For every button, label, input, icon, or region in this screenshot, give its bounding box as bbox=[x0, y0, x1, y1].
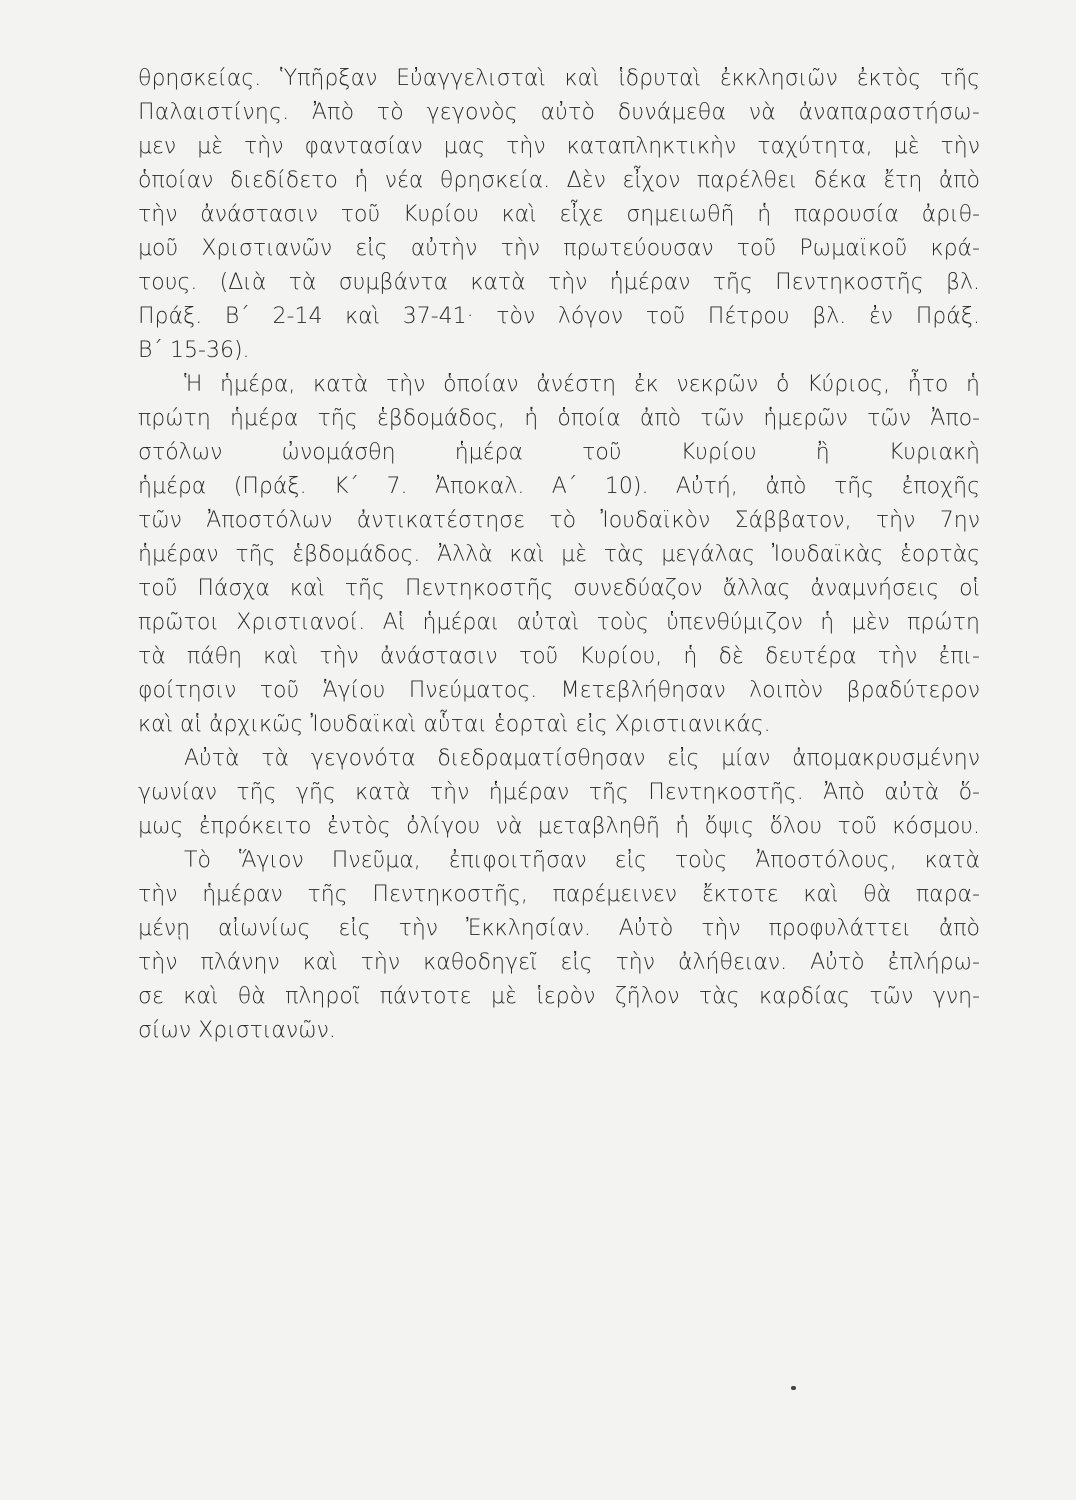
text-line: φοίτησιν τοῦ Ἁγίου Πνεύματος. Μετεβλήθησαν λοιπὸν βραδύτερον bbox=[138, 678, 980, 703]
text-line: τους. (Διὰ τὰ συμβάντα κατὰ τὴν ἡμέραν τῆς Πεντηκοστῆς βλ. bbox=[138, 270, 980, 295]
text-line: ὁποίαν διεδίδετο ἡ νέα θρησκεία. Δὲν εἶχον παρέλθει δέκα ἔτη ἀπὸ bbox=[138, 168, 980, 193]
text-line: γωνίαν τῆς γῆς κατὰ τὴν ἡμέραν τῆς Πεντηκοστῆς. Ἀπὸ αὐτὰ ὅ- bbox=[138, 780, 980, 805]
text-line: μως ἐπρόκειτο ἐντὸς ὀλίγου νὰ μεταβληθῆ ἡ ὄψις ὅλου τοῦ κόσμου. bbox=[138, 814, 980, 839]
text-line: ἡμέραν τῆς ἑβδομάδος. Ἀλλὰ καὶ μὲ τὰς μεγάλας Ἰουδαϊκὰς ἑορτὰς bbox=[138, 542, 980, 567]
text-line: μένῃ αἰωνίως εἰς τὴν Ἐκκλησίαν. Αὐτὸ τὴν προφυλάττει ἀπὸ bbox=[138, 916, 980, 941]
text-line: στόλων ὠνομάσθη ἡμέρα τοῦ Κυρίου ἢ Κυριακὴ bbox=[138, 440, 980, 465]
text-line: τῶν Ἀποστόλων ἀντικατέστησε τὸ Ἰουδαϊκὸν Σάββατον, τὴν 7ην bbox=[138, 508, 980, 533]
text-line: πρώτη ἡμέρα τῆς ἑβδομάδος, ἡ ὁποία ἀπὸ τῶν ἡμερῶν τῶν Ἀπο- bbox=[138, 406, 980, 431]
text-line: τοῦ Πάσχα καὶ τῆς Πεντηκοστῆς συνεδύαζον ἄλλας ἀναμνήσεις οἱ bbox=[138, 576, 980, 601]
text-line: θρησκείας. Ὑπῆρξαν Εὐαγγελισταὶ καὶ ἱδρυταὶ ἐκκλησιῶν ἐκτὸς τῆς bbox=[138, 66, 980, 91]
text-line: πρῶτοι Χριστιανοί. Αἱ ἡμέραι αὐταὶ τοὺς ὑπενθύμιζον ἡ μὲν πρώτη bbox=[138, 610, 980, 635]
text-line: τὴν ἡμέραν τῆς Πεντηκοστῆς, παρέμεινεν ἔκτοτε καὶ θὰ παρα- bbox=[138, 882, 980, 907]
text-line: σίων Χριστιανῶν. bbox=[138, 1018, 336, 1043]
text-line: Πράξ. Β΄ 2-14 καὶ 37-41· τὸν λόγον τοῦ Πέτρου βλ. ἐν Πράξ. bbox=[138, 304, 980, 329]
paragraph-start-line: Ἡ ἡμέρα, κατὰ τὴν ὁποίαν ἀνέστη ἐκ νεκρῶν ὁ Κύριος, ἦτο ἡ bbox=[184, 372, 980, 397]
text-line: καὶ αἱ ἀρχικῶς Ἰουδαϊκαὶ αὗται ἑορταὶ εἰς Χριστιανικάς. bbox=[138, 712, 771, 737]
text-line: τὴν ἀνάστασιν τοῦ Κυρίου καὶ εἶχε σημειωθῆ ἡ παρουσία ἀριθ- bbox=[138, 202, 980, 227]
ink-speck bbox=[791, 1386, 796, 1390]
text-line: τὴν πλάνην καὶ τὴν καθοδηγεῖ εἰς τὴν ἀλήθειαν. Αὐτὸ ἐπλήρω- bbox=[138, 950, 980, 975]
text-line: μεν μὲ τὴν φαντασίαν μας τὴν καταπληκτικὴν ταχύτητα, μὲ τὴν bbox=[138, 134, 980, 159]
text-line: Παλαιστίνης. Ἀπὸ τὸ γεγονὸς αὐτὸ δυνάμεθα νὰ ἀναπαραστήσω- bbox=[138, 100, 980, 125]
text-line: μοῦ Χριστιανῶν εἰς αὐτὴν τὴν πρωτεύουσαν τοῦ Ρωμαϊκοῦ κρά- bbox=[138, 236, 980, 261]
text-line: Β΄ 15-36). bbox=[138, 338, 250, 363]
text-line: ἡμέρα (Πράξ. Κ΄ 7. Ἀποκαλ. Α΄ 10). Αὐτή, ἀπὸ τῆς ἐποχῆς bbox=[138, 474, 980, 499]
text-line: σε καὶ θὰ πληροῖ πάντοτε μὲ ἱερὸν ζῆλον τὰς καρδίας τῶν γνη- bbox=[138, 984, 980, 1009]
paragraph-start-line: Αὐτὰ τὰ γεγονότα διεδραματίσθησαν εἰς μίαν ἀπομακρυσμένην bbox=[184, 746, 980, 771]
paragraph-start-line: Τὸ Ἅγιον Πνεῦμα, ἐπιφοιτῆσαν εἰς τοὺς Ἀποστόλους, κατὰ bbox=[184, 848, 980, 873]
text-line: τὰ πάθη καὶ τὴν ἀνάστασιν τοῦ Κυρίου, ἡ δὲ δευτέρα τὴν ἐπι- bbox=[138, 644, 980, 669]
